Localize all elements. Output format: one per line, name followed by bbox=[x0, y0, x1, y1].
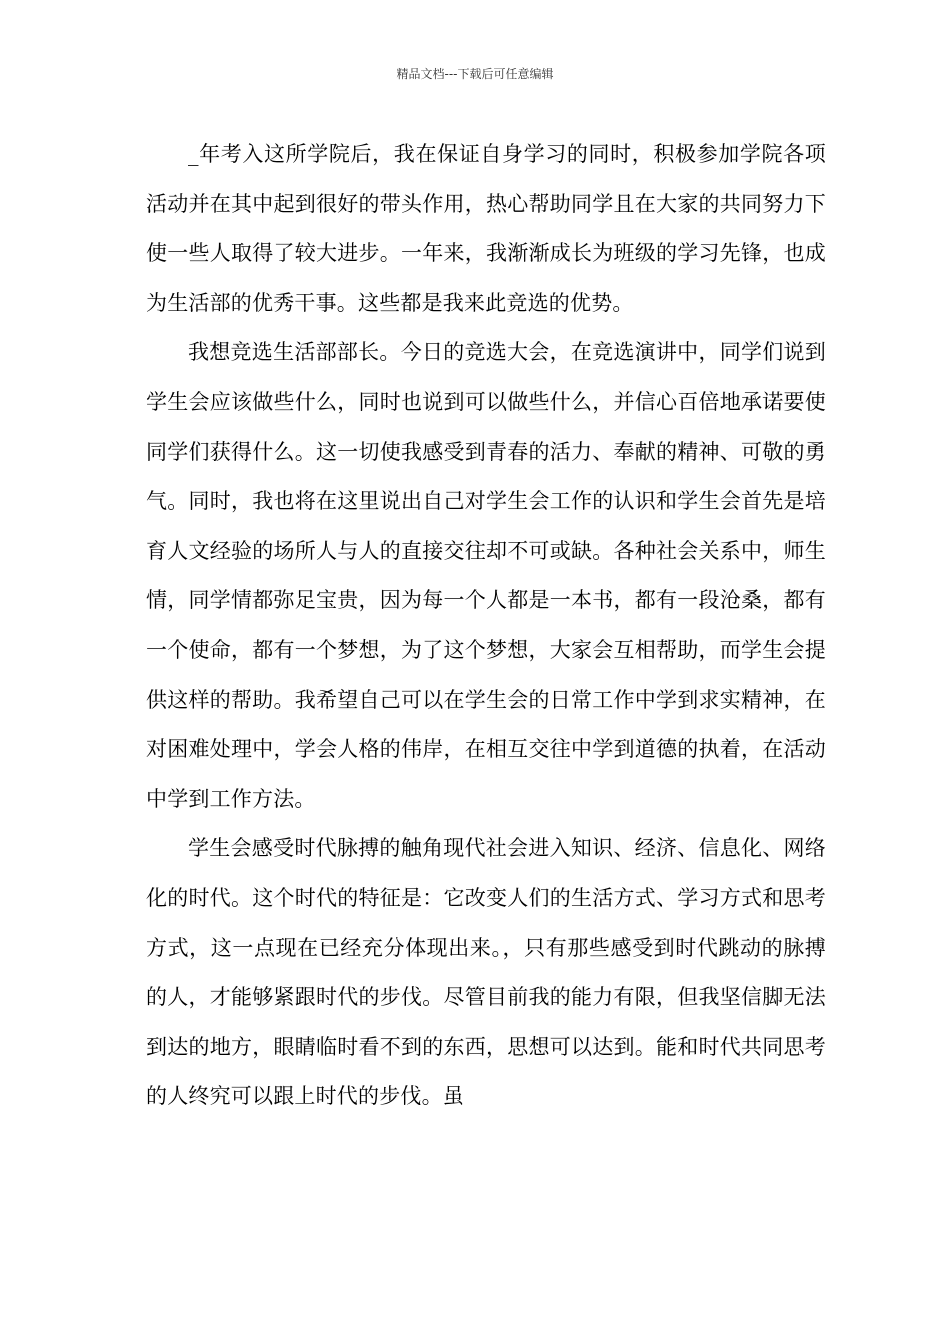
paragraph-1: _年考入这所学院后，我在保证自身学习的同时，积极参加学院各项活动并在其中起到很好的带头作用，热心帮助同学且在大家的共同努力下使一些人取得了较大进步。一年来，我渐渐成长为班级的学习先锋，也成为生活部的优秀干事。这些都是我来此竞选的优势。 bbox=[146, 142, 826, 315]
paragraph-3: 学生会感受时代脉搏的触角现代社会进入知识、经济、信息化、网络化的时代。这个时代的特征是：它改变人们的生活方式、学习方式和思考方式，这一点现在已经充分体现出来。，只有那些感受到时代跳动的脉搏的人，才能够紧跟时代的步伐。尽管目前我的能力有限，但我坚信脚无法到达的地方，眼睛临时看不到的东西，思想可以达到。能和时代共同思考的人终究可以跟上时代的步伐。虽 bbox=[146, 836, 826, 1109]
document-body bbox=[146, 130, 826, 1122]
paragraph-2: 我想竞选生活部部长。今日的竞选大会，在竞选演讲中，同学们说到学生会应该做些什么，同时也说到可以做些什么，并信心百倍地承诺要使同学们获得什么。这一切使我感受到青春的活力、奉献的精神、可敬的勇气。同时，我也将在这里说出自己对学生会工作的认识和学生会首先是培育人文经验的场所人与人的直接交往却不可或缺。各种社会关系中，师生情，同学情都弥足宝贵，因为每一个人都是一本书，都有一段沧桑，都有一个使命，都有一个梦想，为了这个梦想，大家会互相帮助，而学生会提供这样的帮助。我希望自己可以在学生会的日常工作中学到求实精神，在对困难处理中，学会人格的伟岸，在相互交往中学到道德的执着，在活动中学到工作方法。 bbox=[146, 340, 826, 811]
page-header: 精品文档---下载后可任意编辑 bbox=[396, 67, 554, 81]
